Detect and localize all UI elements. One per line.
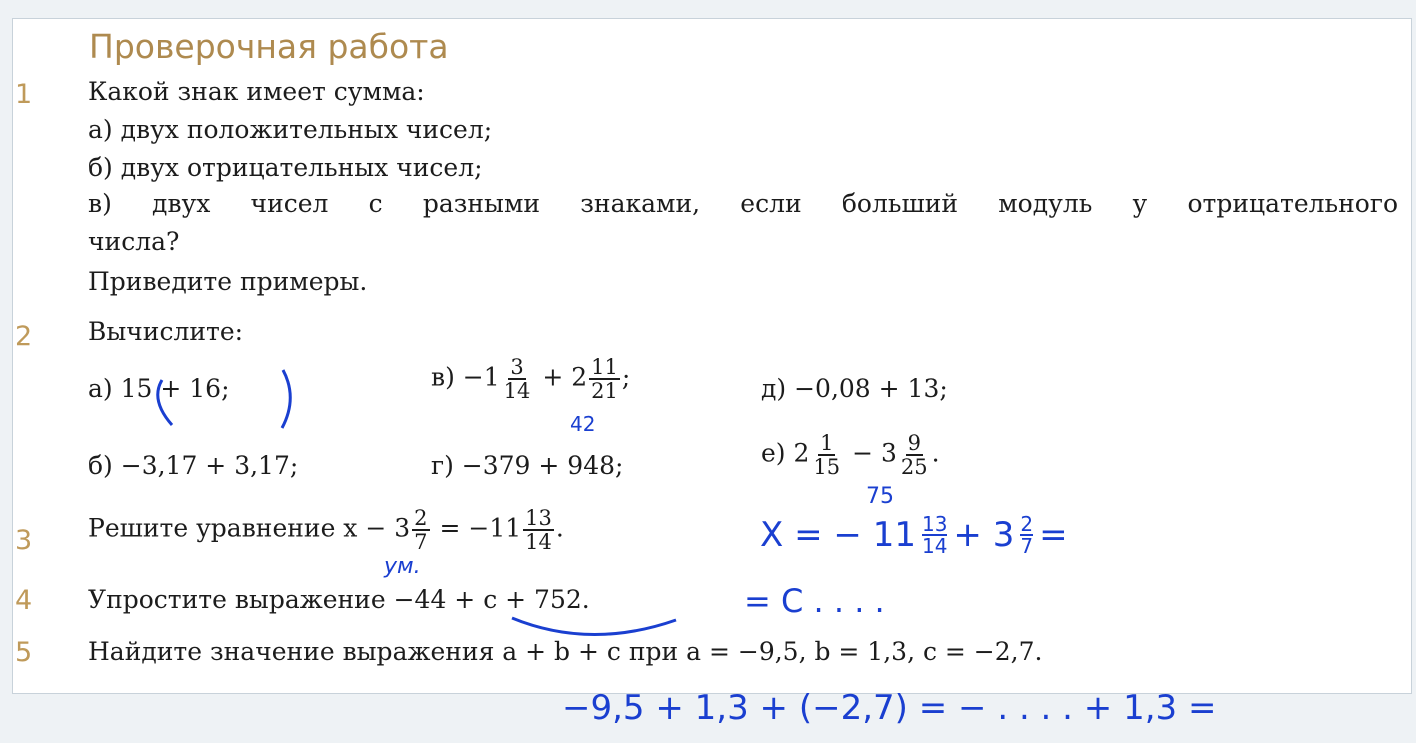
fraction: $\frac{9}{25}$ — [900, 431, 928, 480]
task-1-examples: Приведите примеры. — [88, 267, 368, 296]
task-2-lead: Вычислите: — [88, 317, 244, 346]
handwritten-75: 75 — [866, 484, 894, 509]
task-1-item-b: б) двух отрицательных чисел; — [88, 153, 483, 182]
task-2-e: е) 2 $\frac{1}{15}$ − 3 $\frac{9}{25}$ . — [761, 431, 940, 480]
handwritten-solution-3: X = − 11 13 14 + 3 $\frac{2}{7}$ = — [760, 512, 1068, 558]
task-2-v: в) −1 $\frac{3}{14}$ + 2 $\frac{11}{21}$ ; — [431, 355, 631, 404]
worksheet-title: Проверочная работа — [89, 27, 449, 66]
handwritten-note-5: −9,5 + 1,3 + (−2,7) = − . . . . + 1,3 = — [562, 688, 1217, 728]
handwritten-um: ум. — [384, 554, 421, 579]
task-1-item-v-cont: числа? — [88, 227, 180, 256]
task-1-item-a: а) двух положительных чисел; — [88, 115, 493, 144]
fraction: $\frac{13}{14}$ — [525, 506, 552, 555]
task-2-d: д) −0,08 + 13; — [761, 374, 948, 403]
task-1-question: Какой знак имеет сумма: — [88, 77, 425, 106]
task-3-number: 3 — [15, 525, 33, 556]
task-1-number: 1 — [15, 79, 33, 110]
handwritten-fraction: 13 14 — [921, 512, 948, 558]
fraction: $\frac{3}{14}$ — [503, 355, 531, 404]
task-4-number: 4 — [15, 585, 33, 616]
task-2-number: 2 — [15, 321, 33, 352]
worksheet — [12, 18, 1412, 694]
task-5-number: 5 — [15, 637, 33, 668]
task-2-b: б) −3,17 + 3,17; — [88, 451, 299, 480]
fraction: $\frac{11}{21}$ — [591, 355, 618, 404]
handwritten-42: 42 — [570, 412, 596, 436]
task-3-equation: Решите уравнение x − 3 $\frac{2}{7}$ = −11 $\frac{13}{14}$ . — [88, 506, 564, 555]
fraction: $\frac{2}{7}$ — [414, 506, 428, 555]
task-2-a: а) 15 + 16; — [88, 374, 230, 403]
fraction: $\frac{1}{15}$ — [813, 431, 841, 480]
task-2-g: г) −379 + 948; — [431, 451, 624, 480]
handwritten-fraction: $\frac{2}{7}$ — [1020, 512, 1034, 558]
handwritten-note-4: = C . . . . — [744, 582, 885, 620]
task-4-text: Упростите выражение −44 + c + 752. — [88, 585, 590, 614]
task-5-text: Найдите значение выражения a + b + c при a = −9,5, b = 1,3, c = −2,7. — [88, 637, 1043, 666]
task-1-item-v: в) двух чисел с разными знаками, если больший модуль у отрицательного — [88, 189, 1398, 218]
